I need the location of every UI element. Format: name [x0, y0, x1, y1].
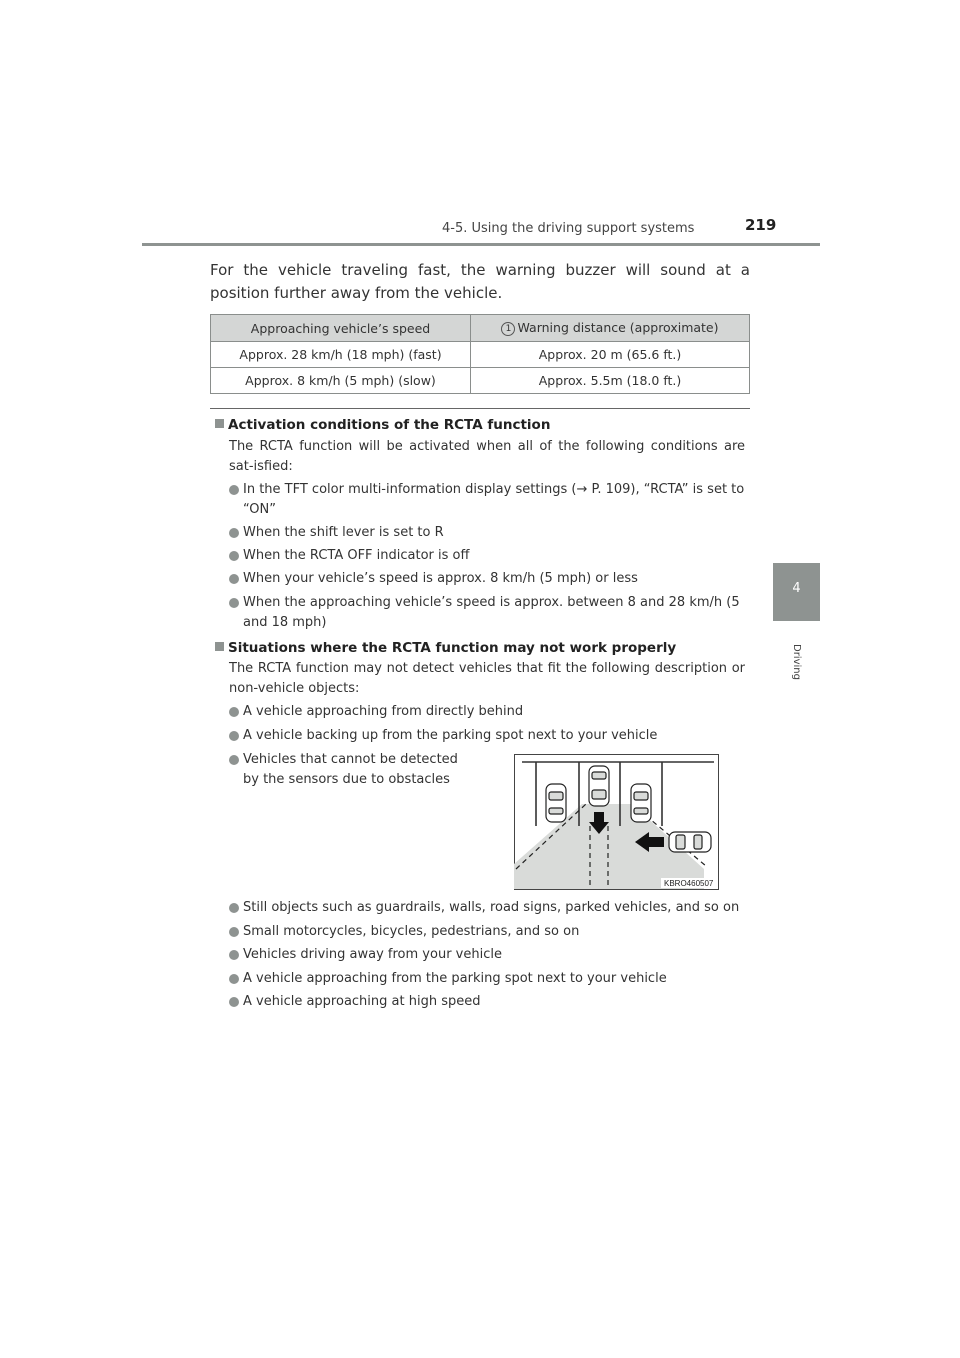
chapter-number: 4 — [792, 581, 801, 596]
list-item: When the approaching vehicle’s speed is approx. between 8 and 28 km/h (5 and 18 mph) — [229, 593, 745, 633]
callout-1-icon: 1 — [501, 322, 515, 336]
bullet-icon — [229, 485, 239, 495]
table-header-distance: 1 Warning distance (approximate) — [471, 315, 750, 342]
table-header-row — [211, 315, 750, 342]
list-item: A vehicle approaching from directly behind — [229, 702, 745, 722]
own-car-icon — [589, 766, 609, 806]
table-row — [211, 342, 750, 368]
bullet-icon — [229, 707, 239, 717]
table-cell-distance: Approx. 20 m (65.6 ft.) — [471, 342, 750, 368]
figure-code: KBRO460507 — [664, 879, 714, 888]
table-header-speed: Approaching vehicle’s speed — [211, 315, 471, 342]
table-cell-speed: Approx. 28 km/h (18 mph) (fast) — [211, 342, 471, 368]
table-cell-speed: Approx. 8 km/h (5 mph) (slow) — [211, 368, 471, 394]
bullet-icon — [229, 731, 239, 741]
list-item: When the RCTA OFF indicator is off — [229, 546, 745, 566]
list-item: Small motorcycles, bicycles, pedestrians, and so on — [229, 922, 745, 942]
approaching-car-icon — [669, 832, 711, 852]
list-item: Still objects such as guardrails, walls, road signs, parked vehicles, and so on — [229, 898, 745, 918]
chapter-tab[interactable] — [773, 563, 820, 621]
bullet-icon — [229, 551, 239, 561]
situations-intro: The RCTA function may not detect vehicles that fit the following description or non-vehicle objects: — [229, 661, 745, 696]
list-item: A vehicle approaching at high speed — [229, 992, 745, 1012]
bullet-icon — [229, 903, 239, 913]
list-item: A vehicle backing up from the parking spot next to your vehicle — [229, 726, 745, 746]
bullet-icon — [229, 755, 239, 765]
page-number: 219 — [745, 216, 777, 234]
warning-distance-table — [210, 314, 750, 394]
activation-intro: The RCTA function will be activated when all of the following conditions are sat-isfied: — [229, 439, 745, 474]
table-cell-distance: Approx. 5.5m (18.0 ft.) — [471, 368, 750, 394]
list-item: When your vehicle’s speed is approx. 8 km/h (5 mph) or less — [229, 569, 745, 589]
bullet-icon — [229, 598, 239, 608]
bullet-icon — [229, 574, 239, 584]
header-section-title: 4-5. Using the driving support systems — [442, 221, 695, 236]
rcta-obstacle-diagram — [514, 754, 719, 890]
intro-paragraph: For the vehicle traveling fast, the warning buzzer will sound at a position further away from the vehicle. — [210, 261, 750, 302]
list-item: Vehicles that cannot be detected by the sensors due to obstacles — [229, 750, 477, 790]
bullet-icon — [229, 927, 239, 937]
section-square-icon — [215, 642, 224, 651]
bullet-icon — [229, 974, 239, 984]
activation-title: Activation conditions of the RCTA function — [215, 417, 550, 433]
page-reference-link[interactable]: P. 109), “RCTA” is set to “ON” — [243, 482, 745, 517]
bullet-icon — [229, 997, 239, 1007]
header-rule — [142, 243, 820, 246]
list-item: Vehicles driving away from your vehicle — [229, 945, 745, 965]
table-row — [211, 368, 750, 394]
section-square-icon — [215, 419, 224, 428]
parked-car-right-icon — [631, 784, 651, 822]
arrow-right-icon: → — [576, 482, 588, 497]
situations-title: Situations where the RCTA function may not work properly — [215, 640, 676, 656]
list-item: A vehicle approaching from the parking spot next to your vehicle — [229, 969, 745, 989]
list-item: When the shift lever is set to R — [229, 523, 745, 543]
list-item: In the TFT color multi-information display settings (→ P. 109), “RCTA” is set to “ON” — [229, 480, 745, 520]
bullet-icon — [229, 528, 239, 538]
bullet-icon — [229, 950, 239, 960]
section-divider — [210, 408, 750, 409]
parked-car-left-icon — [546, 784, 566, 822]
chapter-label: Driving — [791, 644, 802, 680]
